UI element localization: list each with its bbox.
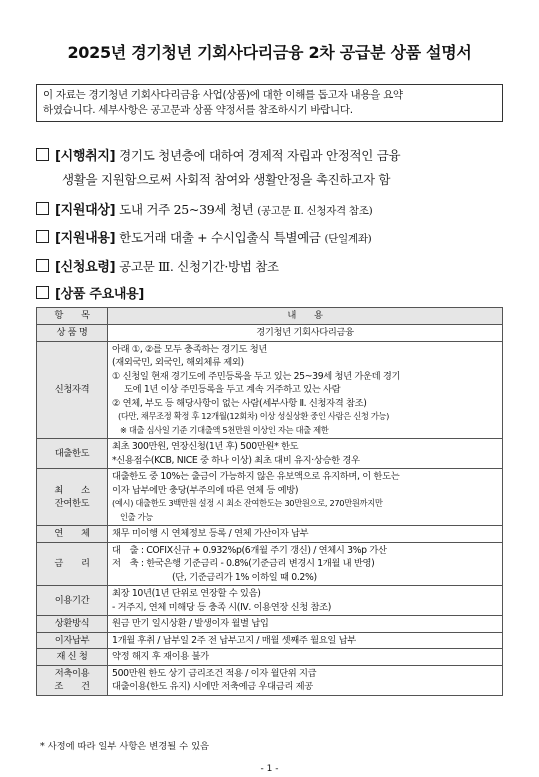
min-balance-line: (예시) 대출한도 3백만원 설정 시 최소 잔여한도는 30만원으로, 270만원까지만 <box>112 498 383 508</box>
table-row <box>37 665 503 695</box>
document-title: 2025년 경기청년 기회사다리금융 2차 공급분 상품 설명서 <box>67 43 472 62</box>
min-balance-label-2: 잔여한도 <box>54 498 90 509</box>
table-row <box>37 325 503 342</box>
saving-label-2: 조 건 <box>54 681 90 692</box>
table-row <box>37 616 503 633</box>
saving-line: 대출이용(한도 유지) 시에만 저축예금 우대금리 제공 <box>112 681 313 692</box>
section-content-text: 한도거래 대출 + 수시입출식 특별예금 <box>119 230 321 245</box>
limit-line: *신용점수(KCB, NICE 중 하나 이상) 최초 대비 유지·상승한 경우 <box>112 454 360 466</box>
rate-line: 저 축 : 한국은행 기준금리 - 0.8%(기준금리 변경시 1개월 내 반영) <box>112 558 375 569</box>
rate-line: (단, 기준금리가 1% 이하일 때 0.2%) <box>172 571 317 583</box>
min-balance-line: 이자 납부에만 충당(부주의에 따른 연체 등 예방) <box>112 484 299 496</box>
row-value-min-balance <box>108 469 503 526</box>
section-apply-head: [신청요령] <box>55 260 116 275</box>
row-label-overdue: 연 체 <box>37 526 108 543</box>
min-balance-label-1: 최 소 <box>54 484 90 496</box>
eligibility-line: 도에 1년 이상 주민등록을 두고 계속 거주하고 있는 사람 <box>124 384 341 395</box>
table-row <box>37 526 503 543</box>
section-purpose-continued: 생활을 지원함으로써 사회적 참여와 생활안정을 촉진하고자 함 <box>62 172 391 187</box>
eligibility-line: (다만, 채무조정 확정 후 12개월(12회차) 이상 성실상환 중인 사람은 신청 가능) <box>118 411 390 421</box>
page-number: - 1 - <box>260 764 279 774</box>
notice-line-2: 하였습니다. 세부사항은 공고문과 상품 약정서를 참조하시기 바랍니다. <box>43 104 353 116</box>
row-label-name: 상 품 명 <box>37 325 108 342</box>
saving-label-1: 저축이용 <box>54 667 90 679</box>
table-row <box>37 649 503 666</box>
period-line: - 거주지, 연체 미해당 등 충족 시(Ⅳ. 이용연장 신청 참조) <box>112 601 332 613</box>
row-value-period <box>108 586 503 616</box>
section-target <box>36 199 372 218</box>
row-value-limit <box>108 439 503 469</box>
table-row <box>37 439 503 469</box>
checkbox-square-icon <box>36 148 49 161</box>
row-label-reapply: 재 신 청 <box>37 649 108 666</box>
row-label-saving <box>37 665 108 695</box>
section-content-note: (단일계좌) <box>324 233 372 245</box>
row-value-rate <box>108 542 503 586</box>
footnote: * 사정에 따라 일부 사항은 변경될 수 있음 <box>40 741 210 752</box>
eligibility-line: 아래 ①, ②를 모두 충족하는 경기도 청년 <box>112 343 268 355</box>
row-label-interest: 이자납부 <box>37 632 108 649</box>
section-product <box>36 283 144 302</box>
section-purpose-head: [시행취지] <box>55 149 116 164</box>
min-balance-line: 대출한도 중 10%는 출금이 가능하지 않은 유보액으로 유지하며, 이 한도는 <box>112 471 400 482</box>
row-value-eligibility <box>108 341 503 439</box>
table-row <box>37 341 503 439</box>
section-apply-text: 공고문 Ⅲ. 신청기간·방법 참조 <box>119 259 279 274</box>
eligibility-line: ※ 대출 심사일 기준 기대출액 5천만원 이상인 자는 대출 제한 <box>120 424 329 435</box>
section-purpose <box>36 145 400 164</box>
min-balance-line: 인출 가능 <box>120 511 153 522</box>
limit-line: 최초 300만원, 연장신청(1년 후) 500만원* 한도 <box>112 441 299 452</box>
row-label-limit: 대출한도 <box>37 439 108 469</box>
row-label-rate: 금 리 <box>37 542 108 586</box>
row-value-repay: 원금 만기 일시상환 / 발생이자 월별 납입 <box>108 616 503 633</box>
table-header-row <box>37 308 503 325</box>
section-purpose-text: 경기도 청년층에 대하여 경제적 자립과 안정적인 금융 <box>119 148 401 163</box>
product-details-table <box>36 307 503 696</box>
notice-line-1: 이 자료는 경기청년 기회사다리금융 사업(상품)에 대한 이해를 돕고자 내용을 요약 <box>43 89 403 101</box>
row-label-min-balance <box>37 469 108 526</box>
checkbox-square-icon <box>36 259 49 272</box>
row-label-repay: 상환방식 <box>37 616 108 633</box>
checkbox-square-icon <box>36 202 49 215</box>
table-row <box>37 632 503 649</box>
period-line: 최장 10년(1년 단위로 연장할 수 있음) <box>112 588 261 599</box>
section-content <box>36 227 371 246</box>
eligibility-line: ② 연체, 부도 등 해당사항이 없는 사람(세부사항 Ⅱ. 신청자격 참조) <box>112 397 367 409</box>
section-target-note: (공고문 Ⅱ. 신청자격 참조) <box>257 205 373 217</box>
eligibility-line: ① 신청일 현재 경기도에 주민등록을 두고 있는 25~39세 청년 가운데 경기 <box>112 370 401 382</box>
section-content-head: [지원내용] <box>55 231 116 246</box>
table-row <box>37 469 503 526</box>
table-header-item: 항 목 <box>37 308 108 325</box>
row-value-interest: 1개월 후취 / 납부일 2주 전 납부고지 / 매월 셋째주 월요일 납부 <box>108 632 503 649</box>
checkbox-square-icon <box>36 230 49 243</box>
saving-line: 500만원 한도 상기 금리조건 적용 / 이자 월단위 지급 <box>112 667 317 679</box>
section-target-text: 도내 거주 25~39세 청년 <box>119 202 254 217</box>
checkbox-square-icon <box>36 286 49 299</box>
table-header-content: 내 용 <box>108 308 503 325</box>
rate-line: 대 출 : COFIX신규 + 0.932%p(6개월 주기 갱신) / 연체시 3%p 가산 <box>112 544 387 556</box>
section-product-head: [상품 주요내용] <box>55 287 145 302</box>
row-value-name: 경기청년 기회사다리금융 <box>108 325 503 342</box>
row-value-saving <box>108 665 503 695</box>
eligibility-line: (재외국민, 외국인, 해외체류 제외) <box>112 357 244 368</box>
row-value-reapply: 약정 해지 후 재이용 불가 <box>108 649 503 666</box>
row-label-period: 이용기간 <box>37 586 108 616</box>
row-label-eligibility: 신청자격 <box>37 341 108 439</box>
table-row <box>37 542 503 586</box>
section-apply <box>36 256 279 275</box>
table-row <box>37 586 503 616</box>
summary-notice-box <box>36 84 503 122</box>
section-target-head: [지원대상] <box>55 203 116 218</box>
row-value-overdue: 채무 미이행 시 연체정보 등록 / 연체 가산이자 납부 <box>108 526 503 543</box>
